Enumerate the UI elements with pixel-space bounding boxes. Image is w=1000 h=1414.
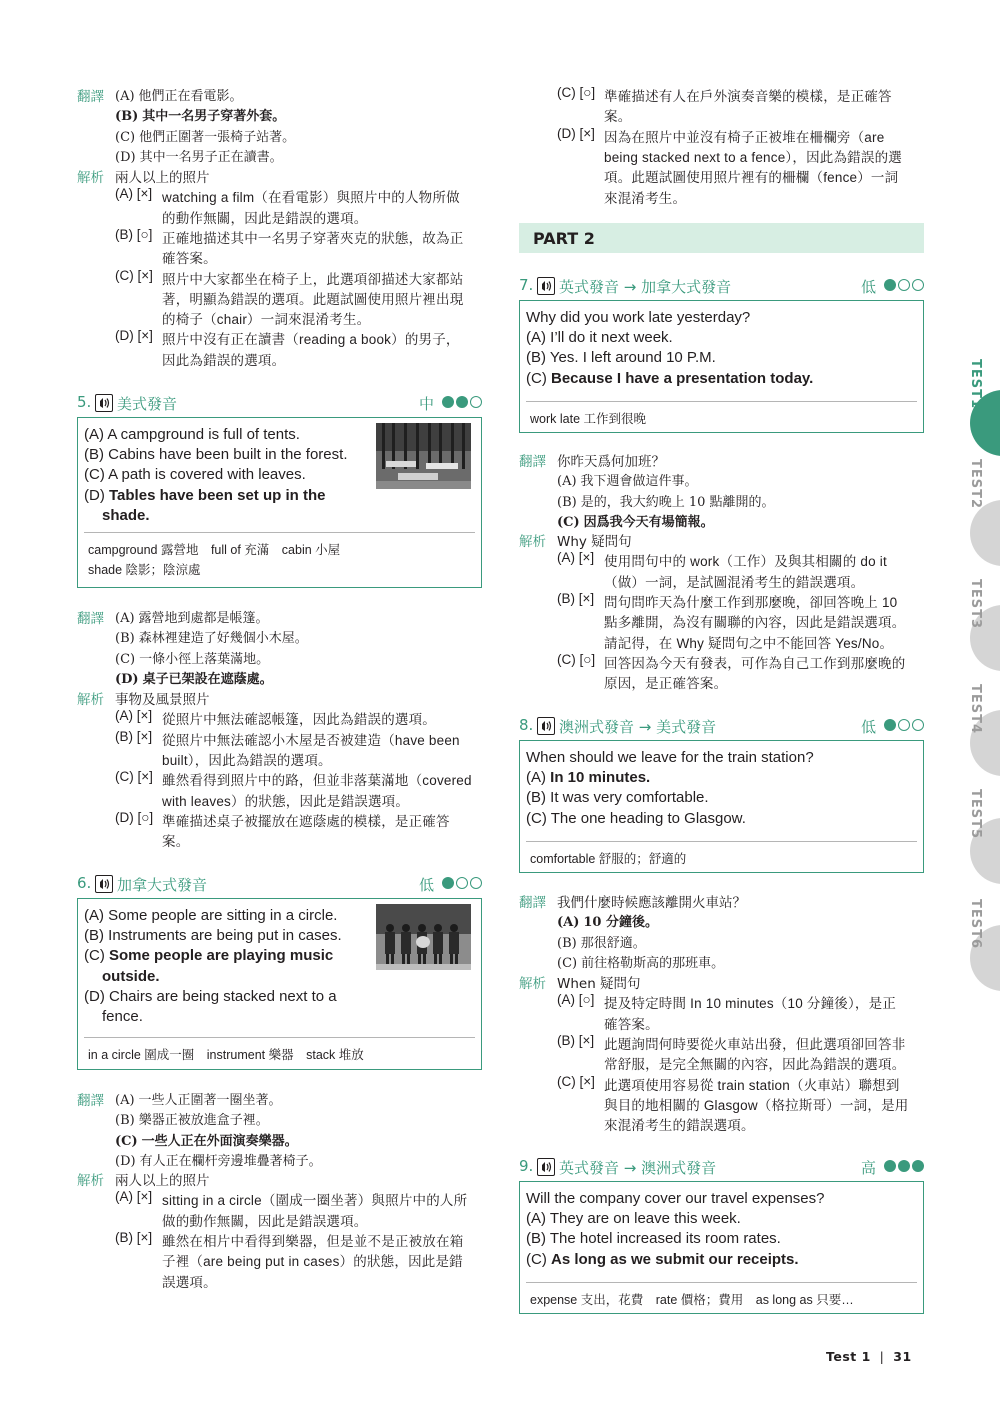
option-text: 因爲我今天有場簡報。 [583, 514, 714, 530]
difficulty-label: 低 [860, 278, 876, 296]
option-text: 露營地到處都是帳篷。 [138, 611, 269, 626]
option-mark: (B) [115, 631, 135, 647]
question-line [84, 988, 337, 1005]
option-text: 一些人正在外面演奏樂器。 [141, 1133, 298, 1149]
translation-option [557, 491, 775, 510]
translation-label: 翻譯 [77, 611, 104, 627]
difficulty-label: 低 [418, 876, 434, 894]
option-text: In 10 minutes. [550, 769, 651, 787]
difficulty-dot [884, 719, 896, 731]
option-text: Why did you work late yesterday? [526, 309, 751, 326]
analysis-mark: (A) [×] [557, 550, 595, 566]
vocab-line: campground 露營地 full of 充滿 cabin 小屋 [88, 543, 341, 557]
analysis-title: 兩人以上的照片 [115, 170, 210, 186]
question-header [77, 393, 482, 415]
option-text: Will the company cover our travel expenses? [526, 1190, 825, 1207]
option-text: 10 分鐘後。 [583, 915, 659, 931]
analysis-mark: (A) [×] [115, 1189, 153, 1205]
option-mark: (C) [526, 1250, 551, 1268]
translation-option [115, 146, 283, 165]
difficulty-label: 高 [860, 1159, 876, 1177]
analysis-line: with leaves）的狀態，因此是錯誤選項。 [162, 793, 410, 809]
vocab-divider [526, 841, 917, 842]
difficulty-dot [912, 719, 924, 731]
analysis-line: 因為在照片中並沒有椅子正被堆在柵欄旁（are [604, 129, 885, 145]
analysis-line: 案。 [604, 109, 632, 125]
translation-option [557, 932, 646, 951]
option-text: (B) Instruments are being put in cases. [84, 927, 342, 945]
analysis-line: 的動作無關，因此是錯誤的選項。 [162, 210, 368, 226]
question-line [84, 907, 337, 924]
translation-option [557, 952, 724, 971]
right-column [519, 0, 924, 1414]
question-line [102, 968, 160, 985]
option-text: 他們正圍著一張椅子站著。 [139, 129, 296, 145]
option-text: 有人正在欄杆旁邊堆疊著椅子。 [139, 1153, 322, 1169]
option-mark: (B) [557, 935, 577, 951]
difficulty-label: 中 [418, 395, 434, 413]
option-text: fence. [102, 1008, 143, 1025]
vocab-divider [526, 401, 917, 402]
translation-option [115, 126, 295, 145]
analysis-line: 使用問句中的 work（工作）及與其相關的 do it [604, 554, 887, 570]
translation-option [557, 911, 658, 930]
page-number: 31 [893, 1349, 912, 1364]
difficulty-dot [898, 279, 910, 291]
option-text: 樂器正被放進盒子裡。 [138, 1113, 269, 1129]
translation-option [115, 85, 243, 104]
band-photo [376, 904, 471, 970]
question-line [526, 749, 814, 766]
option-text: 那很舒適。 [580, 935, 646, 951]
vocab-divider [84, 1037, 475, 1038]
difficulty-dot [456, 396, 468, 408]
analysis-line: 來混淆考生。 [604, 190, 687, 206]
analysis-line: 準確描述有人在戶外演奏音樂的模樣，是正確答 [604, 89, 892, 104]
analysis-line: 問句問昨天為什麼工作到那麼晚，卻回答晚上 10 [604, 594, 898, 610]
option-mark: (D) [115, 671, 139, 687]
analysis-line: 原因，是正確答案。 [604, 676, 728, 692]
footer-test: Test 1 [826, 1349, 871, 1364]
analysis-line: 著，明顯為錯誤的選項。此題試圖使用照片裡出現 [162, 291, 464, 307]
difficulty-dot [898, 719, 910, 731]
question-box [77, 898, 482, 1070]
vocab-line: in a circle 圍成一圈 instrument 樂器 stack 堆放 [88, 1048, 364, 1062]
question-line [84, 927, 342, 944]
question-box [77, 417, 482, 588]
analysis-mark: (D) [×] [115, 328, 153, 344]
option-text: (A) I’ll do it next week. [526, 329, 673, 347]
analysis-line: 從照片中無法確認小木屋是否被建造（have been [162, 732, 460, 748]
translation-option [115, 627, 308, 646]
option-text: Because I have a presentation today. [551, 369, 814, 387]
analysis-title: 兩人以上的照片 [115, 1173, 210, 1189]
vocab-line: expense 支出，花費 rate 價格；費用 as long as 只要… [530, 1293, 854, 1307]
option-text: (B) It was very comfortable. [526, 789, 709, 807]
test-tab-label[interactable]: TEST5 [968, 789, 983, 840]
analysis-line: 照片中大家都坐在椅子上，此選項卻描述大家都站 [162, 271, 464, 287]
accent-label: 澳洲式發音 → 美式發音 [559, 718, 717, 736]
difficulty-dots [882, 1160, 924, 1178]
footer [826, 1349, 912, 1364]
analysis-line: 的椅子（chair）一詞來混淆考生。 [162, 312, 371, 328]
analysis-line: watching a film（在看電影）與照片中的人物所做 [162, 190, 460, 206]
analysis-mark: (B) [○] [115, 226, 153, 242]
question-line [84, 426, 300, 443]
analysis-label: 解析 [519, 534, 546, 550]
analysis-title: When 疑問句 [557, 976, 641, 992]
option-text: Some people are playing music [109, 947, 334, 965]
analysis-mark: (D) [×] [557, 125, 595, 141]
analysis-mark: (C) [○] [557, 651, 596, 667]
difficulty-dots [440, 877, 482, 895]
analysis-mark: (A) [×] [115, 708, 153, 724]
option-text: (B) Cabins have been built in the forest. [84, 446, 348, 464]
option-mark: (B) [557, 494, 577, 510]
question-line [84, 947, 333, 964]
analysis-mark: (B) [×] [115, 728, 153, 744]
option-text: As long as we submit our receipts. [551, 1250, 799, 1268]
translation-option [115, 668, 273, 687]
translation-label: 翻譯 [519, 895, 546, 911]
translation-option [557, 470, 698, 489]
analysis-line: 做的動作無關，因此是錯誤選項。 [162, 1213, 368, 1229]
analysis-line: 點多離開，為沒有關聯的內容，因此是錯誤選項。 [604, 615, 906, 631]
question-number: 9. [519, 1157, 534, 1175]
translation-question: 我們什麼時候應該離開火車站？ [557, 895, 746, 911]
option-text: 桌子已架設在遮蔭處。 [142, 671, 273, 687]
difficulty-dot [912, 279, 924, 291]
test-tab-circle[interactable] [970, 500, 1000, 566]
question-line [84, 487, 325, 504]
analysis-line: 來混淆考生的錯誤選項。 [604, 1118, 755, 1134]
analysis-title: Why 疑問句 [557, 534, 632, 550]
question-line [526, 1230, 781, 1247]
option-mark: (D) [115, 149, 136, 165]
question-box [519, 1181, 924, 1314]
option-text: (B) Yes. I left around 10 P.M. [526, 349, 716, 367]
translation-option [115, 607, 269, 626]
translation-option [115, 1109, 269, 1128]
question-number: 7. [519, 276, 534, 294]
vocab-divider [84, 532, 475, 533]
option-mark: (B) [115, 109, 139, 125]
option-text: Tables have been set up in the [109, 486, 326, 504]
analysis-label: 解析 [77, 692, 104, 708]
analysis-line: （做）一詞，是試圖混淆考生的錯誤選項。 [604, 574, 865, 590]
analysis-label: 解析 [519, 976, 546, 992]
option-text: (C) The one heading to Glasgow. [526, 809, 746, 827]
analysis-line: 確答案。 [162, 251, 217, 267]
difficulty-dot [456, 877, 468, 889]
analysis-line: 與目的地相關的 Glasgow（格拉斯哥）一詞，是用 [604, 1097, 909, 1113]
option-text: (A) They are on leave this week. [526, 1210, 741, 1228]
translation-option [557, 511, 714, 530]
option-text: 其中一名男子正在讀書。 [139, 149, 283, 165]
analysis-mark: (A) [○] [557, 992, 595, 1008]
question-header [77, 874, 482, 896]
difficulty-dots [882, 719, 924, 737]
translation-question: 你昨天爲何加班？ [557, 454, 665, 470]
question-number: 8. [519, 716, 534, 734]
translation-label: 翻譯 [77, 1093, 104, 1109]
question-line [526, 810, 746, 827]
analysis-line: 常舒服，是完全無關的內容，因此為錯誤的選項。 [604, 1057, 906, 1073]
translation-option [115, 105, 285, 124]
difficulty-dots [440, 396, 482, 414]
analysis-line: 照片中沒有正在讀書（reading a book）的男子， [162, 332, 460, 348]
part-heading: PART 2 [519, 223, 924, 253]
analysis-line: being stacked next to a fence），因此為錯誤的選 [604, 149, 902, 165]
option-text: (C) A path is covered with leaves. [84, 466, 306, 484]
test-tab-label[interactable]: TEST1 [968, 359, 983, 410]
option-mark: (C) [557, 955, 578, 971]
difficulty-label: 低 [860, 718, 876, 736]
option-mark: (B) [115, 1113, 135, 1129]
analysis-mark: (C) [×] [115, 267, 153, 283]
test-tab-label[interactable]: TEST6 [968, 899, 983, 950]
analysis-line: 確答案。 [604, 1016, 659, 1032]
question-line [526, 1251, 799, 1268]
translation-label: 翻譯 [77, 89, 104, 105]
question-line [84, 466, 306, 483]
question-line [102, 1008, 143, 1025]
option-text: outside. [102, 967, 160, 985]
accent-label: 美式發音 [117, 395, 178, 413]
analysis-line: 從照片中無法確認帳篷，因此為錯誤的選項。 [162, 712, 436, 728]
option-text: (A) A campground is full of tents. [84, 426, 300, 443]
audio-icon[interactable] [537, 1158, 555, 1176]
option-mark: (A) [115, 1093, 135, 1108]
option-text: 他們正在看電影。 [138, 89, 243, 104]
option-mark: (A) [557, 915, 580, 931]
option-mark: (C) [115, 129, 136, 145]
option-mark: (C) [115, 1133, 138, 1149]
analysis-line: 雖然看得到照片中的路，但並非落葉滿地（covered [162, 773, 472, 789]
analysis-mark: (B) [×] [115, 1229, 153, 1245]
difficulty-dot [442, 396, 454, 408]
question-line [84, 446, 347, 463]
test-tab-label[interactable]: TEST2 [968, 459, 983, 510]
question-line [526, 769, 650, 786]
question-line [102, 507, 150, 524]
translation-option [115, 1130, 298, 1149]
option-text: 一些人正圍著一圈坐著。 [138, 1093, 282, 1108]
analysis-mark: (C) [×] [115, 769, 153, 785]
difficulty-dot [442, 877, 454, 889]
analysis-line: 此選項使用容易從 train station（火車站）聯想到 [604, 1077, 900, 1093]
question-line [526, 349, 716, 366]
analysis-line: 回答因為今天有發表，可作為自己工作到那麼晚的 [604, 655, 906, 671]
option-text: 一條小徑上落葉滿地。 [139, 651, 270, 667]
question-line [526, 789, 709, 806]
analysis-mark: (D) [○] [115, 809, 154, 825]
analysis-mark: (B) [×] [557, 590, 595, 606]
analysis-line: built），因此為錯誤的選項。 [162, 752, 332, 768]
option-mark: (C) [557, 514, 580, 530]
option-text: (B) The hotel increased its room rates. [526, 1230, 781, 1248]
difficulty-dot [470, 877, 482, 889]
question-line [526, 309, 750, 326]
option-text: 森林裡建造了好幾個小木屋。 [138, 631, 308, 647]
translation-label: 翻譯 [519, 454, 546, 470]
audio-icon[interactable] [95, 394, 113, 412]
translation-option [115, 1150, 322, 1169]
translation-option [115, 648, 269, 667]
option-text: (D) Chairs are being stacked next to a [84, 987, 337, 1005]
footer-separator: | [879, 1349, 885, 1364]
analysis-mark: (A) [×] [115, 186, 153, 202]
left-column [77, 0, 482, 1414]
difficulty-dot [898, 1160, 910, 1172]
option-mark: (A) [526, 769, 551, 787]
option-text: 前往格勒斯高的那班車。 [581, 955, 725, 971]
accent-label: 英式發音 → 澳洲式發音 [559, 1159, 717, 1177]
difficulty-dots [882, 279, 924, 297]
difficulty-dot [912, 1160, 924, 1172]
option-text: 是的，我大約晚上 10 點離開的。 [580, 494, 775, 510]
difficulty-dot [884, 279, 896, 291]
vocab-line: work late 工作到很晚 [530, 412, 646, 426]
vocab-line: comfortable 舒服的；舒適的 [530, 852, 687, 866]
question-line [526, 1190, 824, 1207]
analysis-mark: (B) [×] [557, 1032, 595, 1048]
option-mark: (D) [115, 1153, 136, 1169]
audio-icon[interactable] [537, 717, 555, 735]
option-text: 我下週會做這件事。 [580, 474, 698, 490]
question-header [519, 1157, 924, 1179]
option-mark: (A) [115, 611, 135, 626]
option-mark: (C) [115, 651, 136, 667]
difficulty-dot [884, 1160, 896, 1172]
question-line [526, 370, 813, 387]
option-text: shade. [102, 506, 150, 524]
audio-icon[interactable] [95, 875, 113, 893]
test-tab-label[interactable]: TEST3 [968, 579, 983, 630]
vocab-divider [526, 1282, 917, 1283]
question-box [519, 740, 924, 873]
question-line [526, 1210, 741, 1227]
audio-icon[interactable] [537, 277, 555, 295]
accent-label: 英式發音 → 加拿大式發音 [559, 278, 732, 296]
analysis-line: 誤選項。 [162, 1274, 217, 1290]
option-mark: (D) [84, 486, 109, 504]
analysis-line: 子裡（are being put in cases）的狀態，因此是錯 [162, 1254, 463, 1270]
analysis-line: 提及特定時間 In 10 minutes（10 分鐘後），是正 [604, 996, 897, 1012]
option-mark: (A) [557, 474, 577, 490]
translation-option [115, 1089, 282, 1108]
question-header [519, 716, 924, 738]
accent-label: 加拿大式發音 [117, 876, 208, 894]
analysis-line: sitting in a circle（圍成一圈坐著）與照片中的人所 [162, 1193, 468, 1209]
option-mark: (C) [526, 369, 551, 387]
difficulty-dot [470, 396, 482, 408]
question-number: 6. [77, 874, 92, 892]
analysis-line: 準確描述桌子被擺放在遮蔭處的模樣，是正確答 [162, 813, 450, 829]
analysis-mark: (C) [×] [557, 1073, 595, 1089]
analysis-line: 正確地描述其中一名男子穿著夾克的狀態，故為正 [162, 230, 464, 246]
option-text: When should we leave for the train station? [526, 749, 814, 766]
analysis-title: 事物及風景照片 [115, 692, 210, 708]
analysis-label: 解析 [77, 170, 104, 186]
question-number: 5. [77, 393, 92, 411]
analysis-label: 解析 [77, 1173, 104, 1189]
question-header [519, 276, 924, 298]
analysis-line: 雖然在相片中看得到樂器，但是並不是正被放在箱 [162, 1233, 464, 1249]
option-mark: (A) [115, 89, 135, 104]
question-box [519, 300, 924, 433]
question-line [526, 329, 673, 346]
analysis-line: 請記得，在 Why 疑問句之中不能回答 Yes/No。 [604, 635, 894, 651]
analysis-line: 因此為錯誤的選項。 [162, 352, 286, 368]
option-text: (A) Some people are sitting in a circle. [84, 907, 338, 924]
campground-photo [376, 423, 471, 489]
analysis-line: 此題詢問何時要從火車站出發，但此選項卻回答非 [604, 1036, 906, 1052]
vocab-line: shade 陰影；陰涼處 [88, 563, 201, 577]
test-tab-label[interactable]: TEST4 [968, 684, 983, 735]
option-mark: (C) [84, 947, 109, 965]
analysis-mark: (C) [○] [557, 85, 596, 100]
analysis-line: 項。此題試圖使用照片裡有的柵欄（fence）一詞 [604, 170, 899, 186]
analysis-line: 案。 [162, 834, 190, 850]
option-text: 其中一名男子穿著外套。 [142, 109, 286, 125]
